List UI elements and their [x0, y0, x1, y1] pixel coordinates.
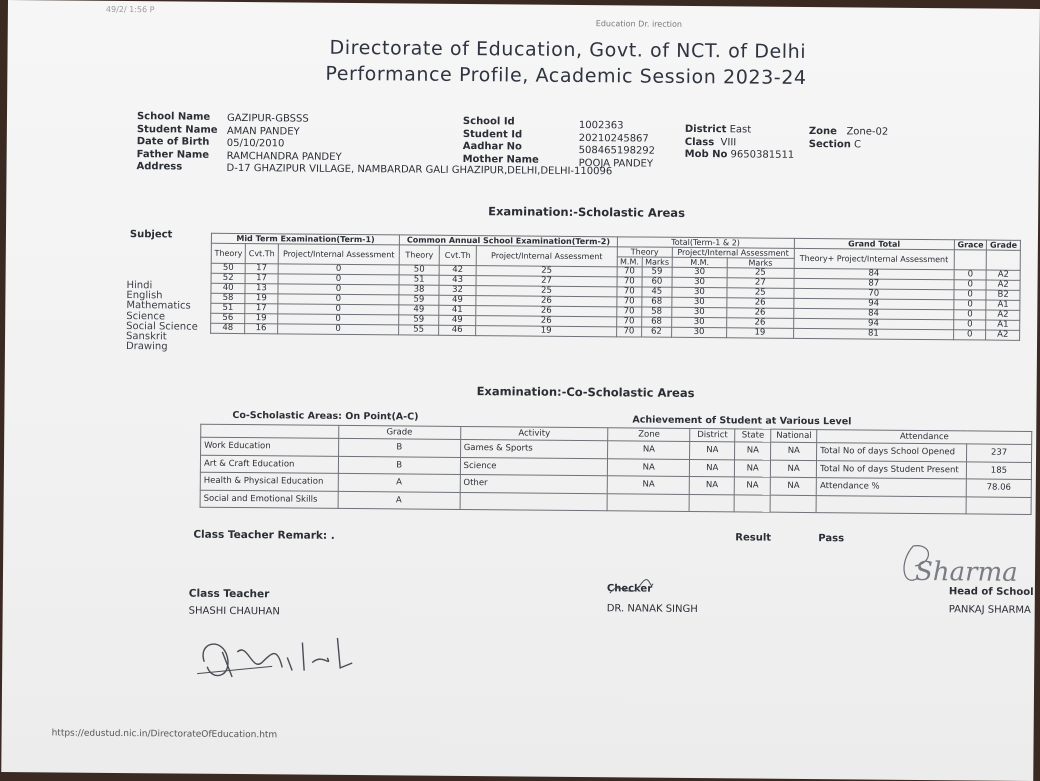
co-attendance-header: Attendance	[817, 430, 1032, 445]
cell-m2: 26	[727, 318, 794, 329]
mother-name: POOJA PANDEY	[578, 157, 654, 170]
father-label: Father Name	[136, 148, 210, 161]
co-cell-district	[689, 494, 734, 512]
t2-cvt-header: Cvt.Th	[439, 245, 477, 265]
cell-grade: A2	[986, 280, 1020, 290]
cell-p2: 27	[476, 276, 617, 287]
cell-mm1: 70	[617, 287, 642, 297]
class-teacher-name: SHASHI CHAUHAN	[188, 605, 280, 618]
class-teacher-signature	[192, 622, 363, 693]
cell-grand: 87	[794, 278, 954, 289]
co-cell-att-label	[816, 495, 966, 514]
grade-header: Grade	[987, 240, 1021, 250]
co-body	[200, 437, 1032, 514]
cell-c1: 16	[245, 324, 277, 334]
cell-m1: 58	[641, 307, 671, 317]
cell-m1: 45	[642, 287, 672, 297]
cell-t1: 52	[211, 273, 245, 283]
cell-mm1: 70	[617, 307, 642, 317]
source-caption: Education Dr. irection	[595, 19, 683, 29]
cell-c2: 42	[439, 265, 476, 275]
marks-body	[211, 263, 1021, 340]
scholastic-table	[210, 233, 1021, 341]
id-labels	[463, 116, 540, 167]
page-subtitle: Performance Profile, Academic Session 2023-24	[325, 62, 807, 89]
class: VIII	[720, 136, 737, 148]
cell-mm2: 30	[672, 327, 727, 337]
cell-t1: 48	[211, 323, 245, 333]
cell-c2: 49	[439, 315, 476, 325]
cell-grace: 0	[954, 320, 987, 330]
grade-blank	[987, 250, 1021, 270]
co-cell-activity: Other	[460, 474, 608, 493]
cell-t2: 59	[399, 315, 439, 325]
t2-project-header: Project/Internal Assessment	[476, 246, 617, 267]
co-scholastic-title: Examination:-Co-Scholastic Areas	[476, 384, 695, 401]
co-cell-national: NA	[771, 442, 817, 460]
cell-p1: 0	[277, 294, 399, 305]
co-area-header-blank	[201, 424, 339, 438]
class-teacher-label: Class Teacher	[188, 587, 270, 601]
cell-c2: 32	[439, 285, 476, 295]
cell-m1: 60	[642, 277, 672, 287]
cell-t1: 40	[211, 283, 245, 293]
co-cell-zone: NA	[608, 441, 690, 459]
co-cell-att-value: 185	[966, 461, 1031, 479]
co-cell-att-value: 237	[967, 444, 1032, 462]
cell-grade: B2	[986, 290, 1020, 300]
term2-header: Common Annual School Examination(Term-2)	[400, 235, 618, 247]
co-cell-zone: NA	[608, 458, 690, 476]
cell-p2: 26	[476, 296, 617, 307]
co-cell-grade: A	[338, 473, 460, 492]
cell-grace: 0	[954, 300, 987, 310]
grand-sub-header: Theory+ Project/Internal Assessment	[794, 248, 955, 269]
mob: 9650381511	[730, 149, 795, 161]
t1-cvt-header: Cvt.Th	[245, 244, 278, 264]
co-zone-header: Zone	[608, 428, 690, 442]
cell-grade: A1	[986, 300, 1020, 310]
cell-grand: 94	[793, 298, 953, 309]
cell-mm2: 30	[672, 277, 727, 287]
zone: Zone-02	[846, 126, 889, 138]
co-cell-district: NA	[689, 476, 734, 494]
cell-grace: 0	[954, 270, 987, 280]
cell-p2: 26	[476, 316, 617, 327]
co-cell-area: Work Education	[201, 437, 339, 456]
co-cell-att-label: Total No of days Student Present	[817, 460, 967, 479]
head-signature-text: Sharma	[914, 556, 1018, 588]
t2-theory-header: Theory	[399, 245, 439, 265]
cell-m2: 25	[727, 268, 794, 279]
co-cell-activity	[460, 492, 608, 511]
class-label: Class	[684, 136, 715, 148]
cell-p1: 0	[278, 284, 400, 295]
co-cell-att-value: 78.06	[966, 479, 1031, 497]
cell-t2: 49	[399, 305, 439, 315]
subject-label: Subject	[129, 229, 173, 241]
co-cell-national: NA	[770, 477, 816, 495]
co-cell-zone	[607, 493, 689, 511]
co-national-header: National	[771, 429, 817, 442]
co-activity-header: Activity	[460, 426, 608, 440]
head-name: PANKAJ SHARMA	[948, 604, 1031, 616]
cell-mm1: 70	[616, 327, 641, 337]
cell-mm1: 70	[617, 267, 642, 277]
cell-mm2: 30	[672, 297, 727, 307]
co-cell-district: NA	[690, 441, 735, 459]
page-title: Directorate of Education, Govt. of NCT. of Delhi	[329, 36, 807, 63]
teacher-remark-label: Class Teacher Remark:	[193, 528, 328, 542]
cell-grand: 81	[793, 328, 953, 339]
cell-grand: 84	[794, 268, 954, 279]
cell-grace: 0	[954, 330, 987, 340]
subject-name: Drawing	[125, 341, 168, 353]
report-card-sheet	[1, 0, 1040, 781]
co-cell-state: NA	[735, 442, 771, 460]
dob-label: Date of Birth	[136, 136, 210, 148]
co-cell-area: Health & Physical Education	[200, 472, 338, 491]
co-scholastic-table	[200, 424, 1033, 515]
cell-t2: 50	[399, 265, 439, 275]
school-name: GAZIPUR-GBSSS	[226, 112, 309, 125]
marks-theory-header: Marks	[642, 257, 672, 267]
cell-m2: 26	[727, 308, 794, 319]
cell-m1: 59	[642, 267, 672, 277]
mother-label: Mother Name	[462, 153, 539, 166]
cell-grade: A2	[986, 330, 1020, 340]
cell-t2: 59	[399, 295, 439, 305]
checker-label: Checker	[606, 583, 653, 595]
co-cell-national: NA	[771, 460, 817, 478]
co-cell-att-value	[966, 496, 1031, 514]
teacher-remark-value: .	[330, 529, 335, 542]
term1-header: Mid Term Examination(Term-1)	[211, 233, 399, 245]
class-info	[685, 124, 795, 162]
cell-p1: 0	[278, 274, 400, 285]
cell-m1: 68	[641, 317, 671, 327]
scholastic-title: Examination:-Scholastic Areas	[488, 204, 686, 220]
cell-grace: 0	[954, 280, 987, 290]
section-label: Section	[808, 138, 851, 150]
cell-t2: 38	[399, 285, 439, 295]
aadhar-label: Aadhar No	[462, 140, 522, 153]
cell-m2: 25	[727, 288, 794, 299]
student-name-label: Student Name	[136, 123, 218, 136]
zone-info	[809, 126, 889, 152]
co-cell-state	[734, 494, 770, 512]
co-grade-header: Grade	[338, 425, 460, 439]
student-id: 20210245867	[578, 132, 649, 145]
co-cell-state: NA	[735, 459, 771, 477]
cell-grand: 70	[794, 288, 954, 299]
cell-p2: 25	[476, 286, 617, 297]
co-cell-national	[770, 495, 816, 513]
co-state-header: State	[735, 429, 771, 442]
result-value: Pass	[818, 533, 845, 545]
cell-c2: 41	[439, 305, 476, 315]
cell-m1: 62	[641, 327, 671, 337]
subject-name: Social Science	[126, 320, 198, 333]
mm-project-header: M.M.	[672, 257, 727, 267]
cell-grace: 0	[954, 310, 987, 320]
cell-m2: 19	[727, 328, 794, 339]
school-id: 1002363	[578, 119, 624, 132]
student-info-labels	[136, 111, 217, 174]
cell-grace: 0	[954, 290, 987, 300]
print-timestamp: 49/2/ 1:56 P	[105, 4, 155, 15]
grand-header: Grand Total	[794, 238, 954, 249]
district: East	[729, 124, 752, 136]
father-name: RAMCHANDRA PANDEY	[226, 150, 342, 163]
subject-name: Science	[126, 310, 166, 322]
district-label: District	[684, 123, 727, 136]
co-cell-zone: NA	[608, 476, 690, 494]
cell-grade: A1	[986, 320, 1020, 330]
cell-t2: 55	[399, 325, 439, 335]
cell-mm1: 70	[617, 297, 642, 307]
cell-t1: 56	[211, 313, 245, 323]
cell-p2: 25	[476, 266, 617, 277]
footer-url: https://edustud.nic.in/DirectorateOfEducation.htm	[51, 728, 278, 741]
cell-grade: A2	[986, 270, 1020, 280]
cell-p1: 0	[277, 324, 399, 335]
cell-m1: 68	[642, 297, 672, 307]
cell-t1: 51	[211, 303, 245, 313]
co-cell-area: Art & Craft Education	[200, 455, 338, 474]
cell-c2: 43	[439, 275, 476, 285]
mob-label: Mob No	[684, 148, 728, 161]
cell-t2: 51	[399, 275, 439, 285]
t1-project-header: Project/Internal Assessment	[278, 244, 400, 265]
co-cell-grade: B	[338, 438, 460, 457]
co-cell-state: NA	[734, 477, 770, 495]
cell-c1: 17	[245, 304, 277, 314]
cell-t1: 58	[211, 293, 245, 303]
address: D-17 GHAZIPUR VILLAGE, NAMBARDAR GALI GHAZIPUR,DELHI,DELHI-110096	[226, 162, 613, 178]
total-theory-header: Theory	[617, 247, 672, 257]
cell-mm2: 30	[672, 307, 727, 317]
cell-m2: 26	[727, 298, 794, 309]
grace-blank	[954, 250, 987, 270]
cell-p2: 19	[476, 326, 617, 337]
cell-mm1: 70	[617, 277, 642, 287]
cell-p1: 0	[277, 314, 399, 325]
co-cell-activity: Science	[460, 457, 608, 476]
school-name-label: School Name	[136, 111, 211, 123]
checker-name: DR. NANAK SINGH	[606, 603, 698, 616]
co-left-title: Co-Scholastic Areas: On Point(A-C)	[232, 409, 419, 423]
zone-label: Zone	[808, 125, 837, 138]
co-cell-att-label: Attendance %	[816, 478, 966, 497]
id-values	[579, 120, 656, 171]
co-right-title: Achievement of Student at Various Level	[632, 414, 852, 428]
result-label: Result	[735, 532, 772, 544]
dob: 05/10/2010	[226, 137, 285, 150]
aadhar: 508465198292	[578, 144, 656, 157]
school-id-label: School Id	[462, 115, 515, 128]
subject-name: Sanskrit	[126, 331, 167, 343]
cell-mm2: 30	[672, 287, 727, 297]
t1-theory-header: Theory	[211, 243, 245, 263]
cell-c1: 13	[245, 284, 277, 294]
cell-m2: 27	[727, 278, 794, 289]
cell-grand: 94	[793, 318, 953, 329]
cell-c2: 49	[439, 295, 476, 305]
cell-grade: A2	[986, 310, 1020, 320]
total-project-header: Project/Internal Assessment	[672, 247, 794, 258]
co-cell-att-label: Total No of days School Opened	[817, 443, 967, 462]
subject-name: English	[126, 290, 163, 302]
student-info-values	[226, 113, 612, 179]
grace-header: Grace	[954, 240, 987, 250]
head-label: Head of School	[948, 586, 1034, 598]
cell-t1: 50	[211, 263, 245, 273]
cell-c1: 17	[245, 274, 277, 284]
cell-p1: 0	[277, 304, 399, 315]
cell-p2: 26	[476, 306, 617, 317]
cell-c1: 19	[245, 294, 277, 304]
subject-name: Hindi	[126, 280, 153, 292]
subject-name: Mathematics	[126, 300, 191, 313]
marks-project-header: Marks	[727, 258, 794, 269]
cell-c2: 46	[438, 325, 475, 335]
address-label: Address	[136, 161, 183, 173]
checker-signature	[605, 573, 655, 603]
mm-theory-header: M.M.	[617, 257, 642, 267]
co-cell-district: NA	[690, 459, 735, 477]
teacher-remark	[193, 529, 335, 542]
section: C	[854, 138, 862, 150]
subject-list	[126, 281, 198, 353]
co-cell-activity: Games & Sports	[460, 439, 608, 458]
co-district-header: District	[690, 428, 735, 441]
co-cell-grade: A	[338, 491, 460, 510]
co-cell-area: Social and Emotional Skills	[200, 490, 338, 509]
student-id-label: Student Id	[462, 128, 523, 140]
cell-mm2: 30	[672, 267, 727, 277]
cell-grand: 84	[793, 308, 953, 319]
student-name: AMAN PANDEY	[226, 125, 300, 138]
cell-c1: 19	[245, 314, 277, 324]
total-header: Total(Term-1 & 2)	[617, 237, 794, 249]
cell-mm1: 70	[616, 317, 641, 327]
co-cell-grade: B	[338, 456, 460, 475]
cell-p1: 0	[278, 264, 400, 275]
cell-mm2: 30	[672, 317, 727, 327]
cell-c1: 17	[245, 264, 277, 274]
